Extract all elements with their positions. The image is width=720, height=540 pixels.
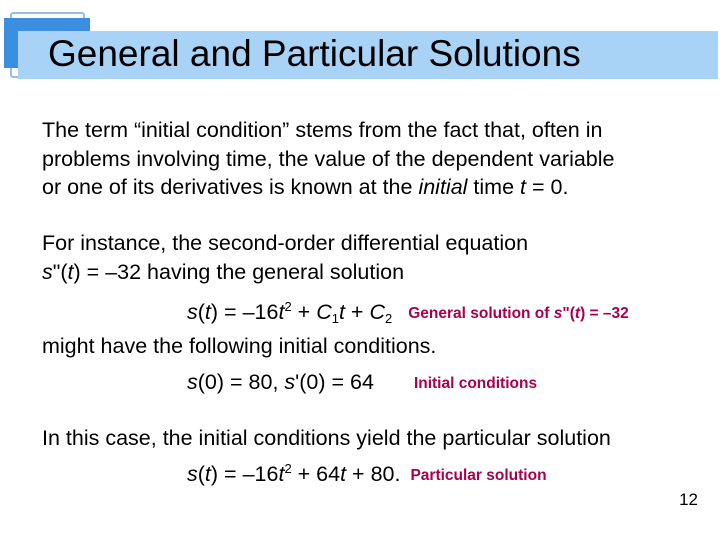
particular-solution-equation: $s(t) = -16t^2 + 64t + 80$. Particular solution bbox=[187, 461, 547, 486]
example-line-3: might have the following initial conditions. bbox=[42, 334, 437, 358]
conclusion-line: In this case, the initial conditions yield the particular solution bbox=[42, 426, 611, 450]
intro-line-3: or one of its derivatives is known at the initial time t = 0. bbox=[42, 175, 569, 199]
example-line-2: s"(t) = –32 having the general solution bbox=[42, 259, 405, 284]
intro-line-1: The term “initial condition” stems from the fact that, often in bbox=[42, 118, 603, 142]
example-line-1: For instance, the second-order differential equation bbox=[42, 231, 529, 255]
initial-conditions-equation: s(0) = 80, s'(0) = 64 Initial conditions bbox=[187, 370, 538, 394]
intro-paragraph bbox=[42, 116, 615, 202]
slide-title: General and Particular Solutions bbox=[48, 33, 581, 74]
particular-solution-note: Particular solution bbox=[410, 467, 547, 484]
page-number: 12 bbox=[679, 490, 698, 509]
general-solution-note: General solution of s"(t) = –32 bbox=[408, 305, 629, 322]
initial-conditions-note: Initial conditions bbox=[413, 375, 538, 392]
example-paragraph bbox=[42, 229, 528, 286]
intro-line-2: problems involving time, the value of the dependent variable bbox=[42, 146, 615, 171]
general-solution-equation: $s(t) = -16t^2 + C_1t + C_2$ General solution of s"(t) = –32 bbox=[187, 299, 629, 326]
